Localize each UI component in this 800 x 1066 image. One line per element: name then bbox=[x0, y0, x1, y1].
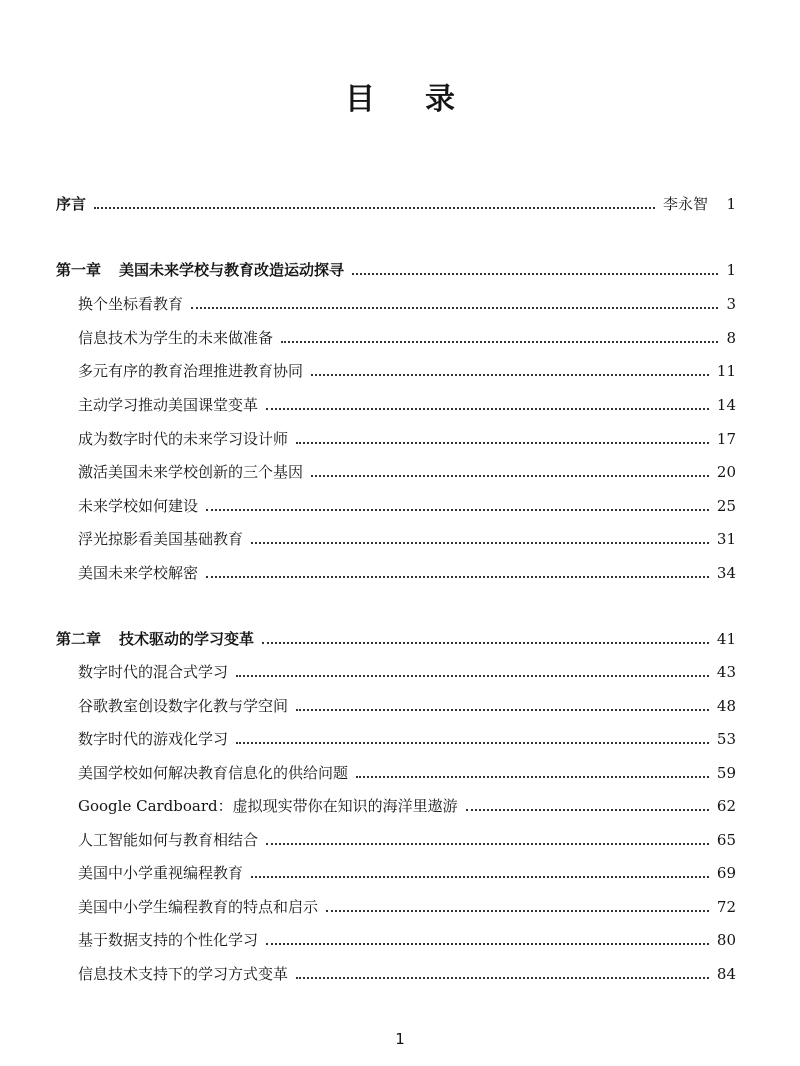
toc-page-number: 84 bbox=[716, 965, 736, 983]
toc-entry[interactable] bbox=[78, 958, 736, 984]
page-title bbox=[0, 74, 800, 118]
dot-leader bbox=[326, 910, 709, 912]
toc-entry[interactable] bbox=[78, 389, 736, 415]
chapter-title: 技术驱动的学习变革 bbox=[119, 630, 255, 648]
dot-leader bbox=[266, 843, 709, 845]
toc-page-number: 17 bbox=[716, 430, 736, 448]
toc-entry[interactable] bbox=[78, 322, 736, 348]
toc-page-number: 8 bbox=[726, 329, 736, 347]
toc-label: 多元有序的教育治理推进教育协同 bbox=[78, 362, 304, 380]
dot-leader bbox=[236, 675, 709, 677]
dot-leader bbox=[206, 576, 709, 578]
toc-label: Google Cardboard：虚拟现实带你在知识的海洋里遨游 bbox=[78, 797, 458, 815]
toc-page-number: 3 bbox=[726, 295, 736, 313]
dot-leader bbox=[251, 542, 709, 544]
toc-author: 李永智 bbox=[662, 195, 708, 213]
title-char-1: 目 bbox=[345, 82, 375, 117]
toc-entry[interactable] bbox=[78, 891, 736, 917]
dot-leader bbox=[352, 273, 718, 275]
dot-leader bbox=[281, 341, 718, 343]
toc-label: 浮光掠影看美国基础教育 bbox=[78, 530, 244, 548]
toc-label: 成为数字时代的未来学习设计师 bbox=[78, 430, 289, 448]
dot-leader bbox=[296, 442, 709, 444]
dot-leader bbox=[266, 943, 709, 945]
title-char-2: 录 bbox=[425, 82, 455, 117]
toc-entry[interactable] bbox=[78, 723, 736, 749]
toc-entry[interactable] bbox=[78, 924, 736, 950]
toc-label: 人工智能如何与教育相结合 bbox=[78, 831, 259, 849]
toc-page-number: 65 bbox=[716, 831, 736, 849]
toc-page-number: 20 bbox=[716, 463, 736, 481]
toc-entry[interactable] bbox=[78, 690, 736, 716]
toc-label: 信息技术为学生的未来做准备 bbox=[78, 329, 274, 347]
toc-page-number: 59 bbox=[716, 764, 736, 782]
toc-page-number: 31 bbox=[716, 530, 736, 548]
toc-entry[interactable] bbox=[78, 523, 736, 549]
toc-page-number: 53 bbox=[716, 730, 736, 748]
dot-leader bbox=[191, 307, 718, 309]
dot-leader bbox=[236, 742, 709, 744]
toc-page-number: 34 bbox=[716, 564, 736, 582]
dot-leader bbox=[296, 709, 709, 711]
toc-page-number: 62 bbox=[716, 797, 736, 815]
toc-label: 换个坐标看教育 bbox=[78, 295, 184, 313]
toc-entry[interactable] bbox=[78, 857, 736, 883]
toc-entry[interactable] bbox=[78, 557, 736, 583]
toc-page-number: 48 bbox=[716, 697, 736, 715]
toc-label: 美国中小学重视编程教育 bbox=[78, 864, 244, 882]
toc-page-number: 1 bbox=[726, 261, 736, 279]
toc-label: 美国未来学校解密 bbox=[78, 564, 199, 582]
toc-page-number: 43 bbox=[716, 663, 736, 681]
toc-label bbox=[56, 629, 254, 649]
chapter-title: 美国未来学校与教育改造运动探寻 bbox=[119, 261, 345, 279]
page-footer-number: 1 bbox=[395, 1030, 405, 1048]
dot-leader bbox=[466, 809, 709, 811]
toc-entry[interactable] bbox=[78, 423, 736, 449]
toc-entry[interactable] bbox=[78, 790, 736, 816]
toc-page-number: 25 bbox=[716, 497, 736, 515]
dot-leader bbox=[251, 876, 709, 878]
toc-label: 谷歌教室创设数字化教与学空间 bbox=[78, 697, 289, 715]
chapter-number: 第二章 bbox=[56, 630, 102, 648]
toc-label: 基于数据支持的个性化学习 bbox=[78, 931, 259, 949]
toc-entry[interactable] bbox=[78, 824, 736, 850]
toc-page-number: 72 bbox=[716, 898, 736, 916]
toc-label: 序言 bbox=[56, 195, 87, 213]
toc-label: 数字时代的混合式学习 bbox=[78, 663, 229, 681]
toc-page-number: 1 bbox=[726, 195, 736, 213]
toc-entry[interactable] bbox=[78, 355, 736, 381]
toc-entry[interactable] bbox=[78, 656, 736, 682]
toc-label: 激活美国未来学校创新的三个基因 bbox=[78, 463, 304, 481]
dot-leader bbox=[94, 207, 655, 209]
dot-leader bbox=[311, 374, 709, 376]
dot-leader bbox=[296, 977, 709, 979]
toc-page-number: 69 bbox=[716, 864, 736, 882]
toc-entry-chapter-2[interactable] bbox=[56, 623, 736, 649]
toc-entry[interactable] bbox=[78, 490, 736, 516]
toc-label: 未来学校如何建设 bbox=[78, 497, 199, 515]
toc-page-number: 14 bbox=[716, 396, 736, 414]
toc-label: 信息技术支持下的学习方式变革 bbox=[78, 965, 289, 983]
toc-label: 数字时代的游戏化学习 bbox=[78, 730, 229, 748]
toc-entry-preface[interactable] bbox=[56, 188, 736, 214]
dot-leader bbox=[311, 475, 709, 477]
toc-page-number: 41 bbox=[716, 630, 736, 648]
toc-entry[interactable] bbox=[78, 288, 736, 314]
dot-leader bbox=[356, 776, 709, 778]
toc-entry-chapter-1[interactable] bbox=[56, 254, 736, 280]
toc-entry[interactable] bbox=[78, 757, 736, 783]
chapter-number: 第一章 bbox=[56, 261, 102, 279]
toc-label: 主动学习推动美国课堂变革 bbox=[78, 396, 259, 414]
toc-page-number: 80 bbox=[716, 931, 736, 949]
dot-leader bbox=[262, 642, 709, 644]
toc-page-number: 11 bbox=[716, 362, 736, 380]
toc-label: 美国学校如何解决教育信息化的供给问题 bbox=[78, 764, 349, 782]
dot-leader bbox=[206, 509, 709, 511]
toc-entry[interactable] bbox=[78, 456, 736, 482]
dot-leader bbox=[266, 408, 709, 410]
toc-label bbox=[56, 260, 344, 280]
toc-label: 美国中小学生编程教育的特点和启示 bbox=[78, 898, 319, 916]
